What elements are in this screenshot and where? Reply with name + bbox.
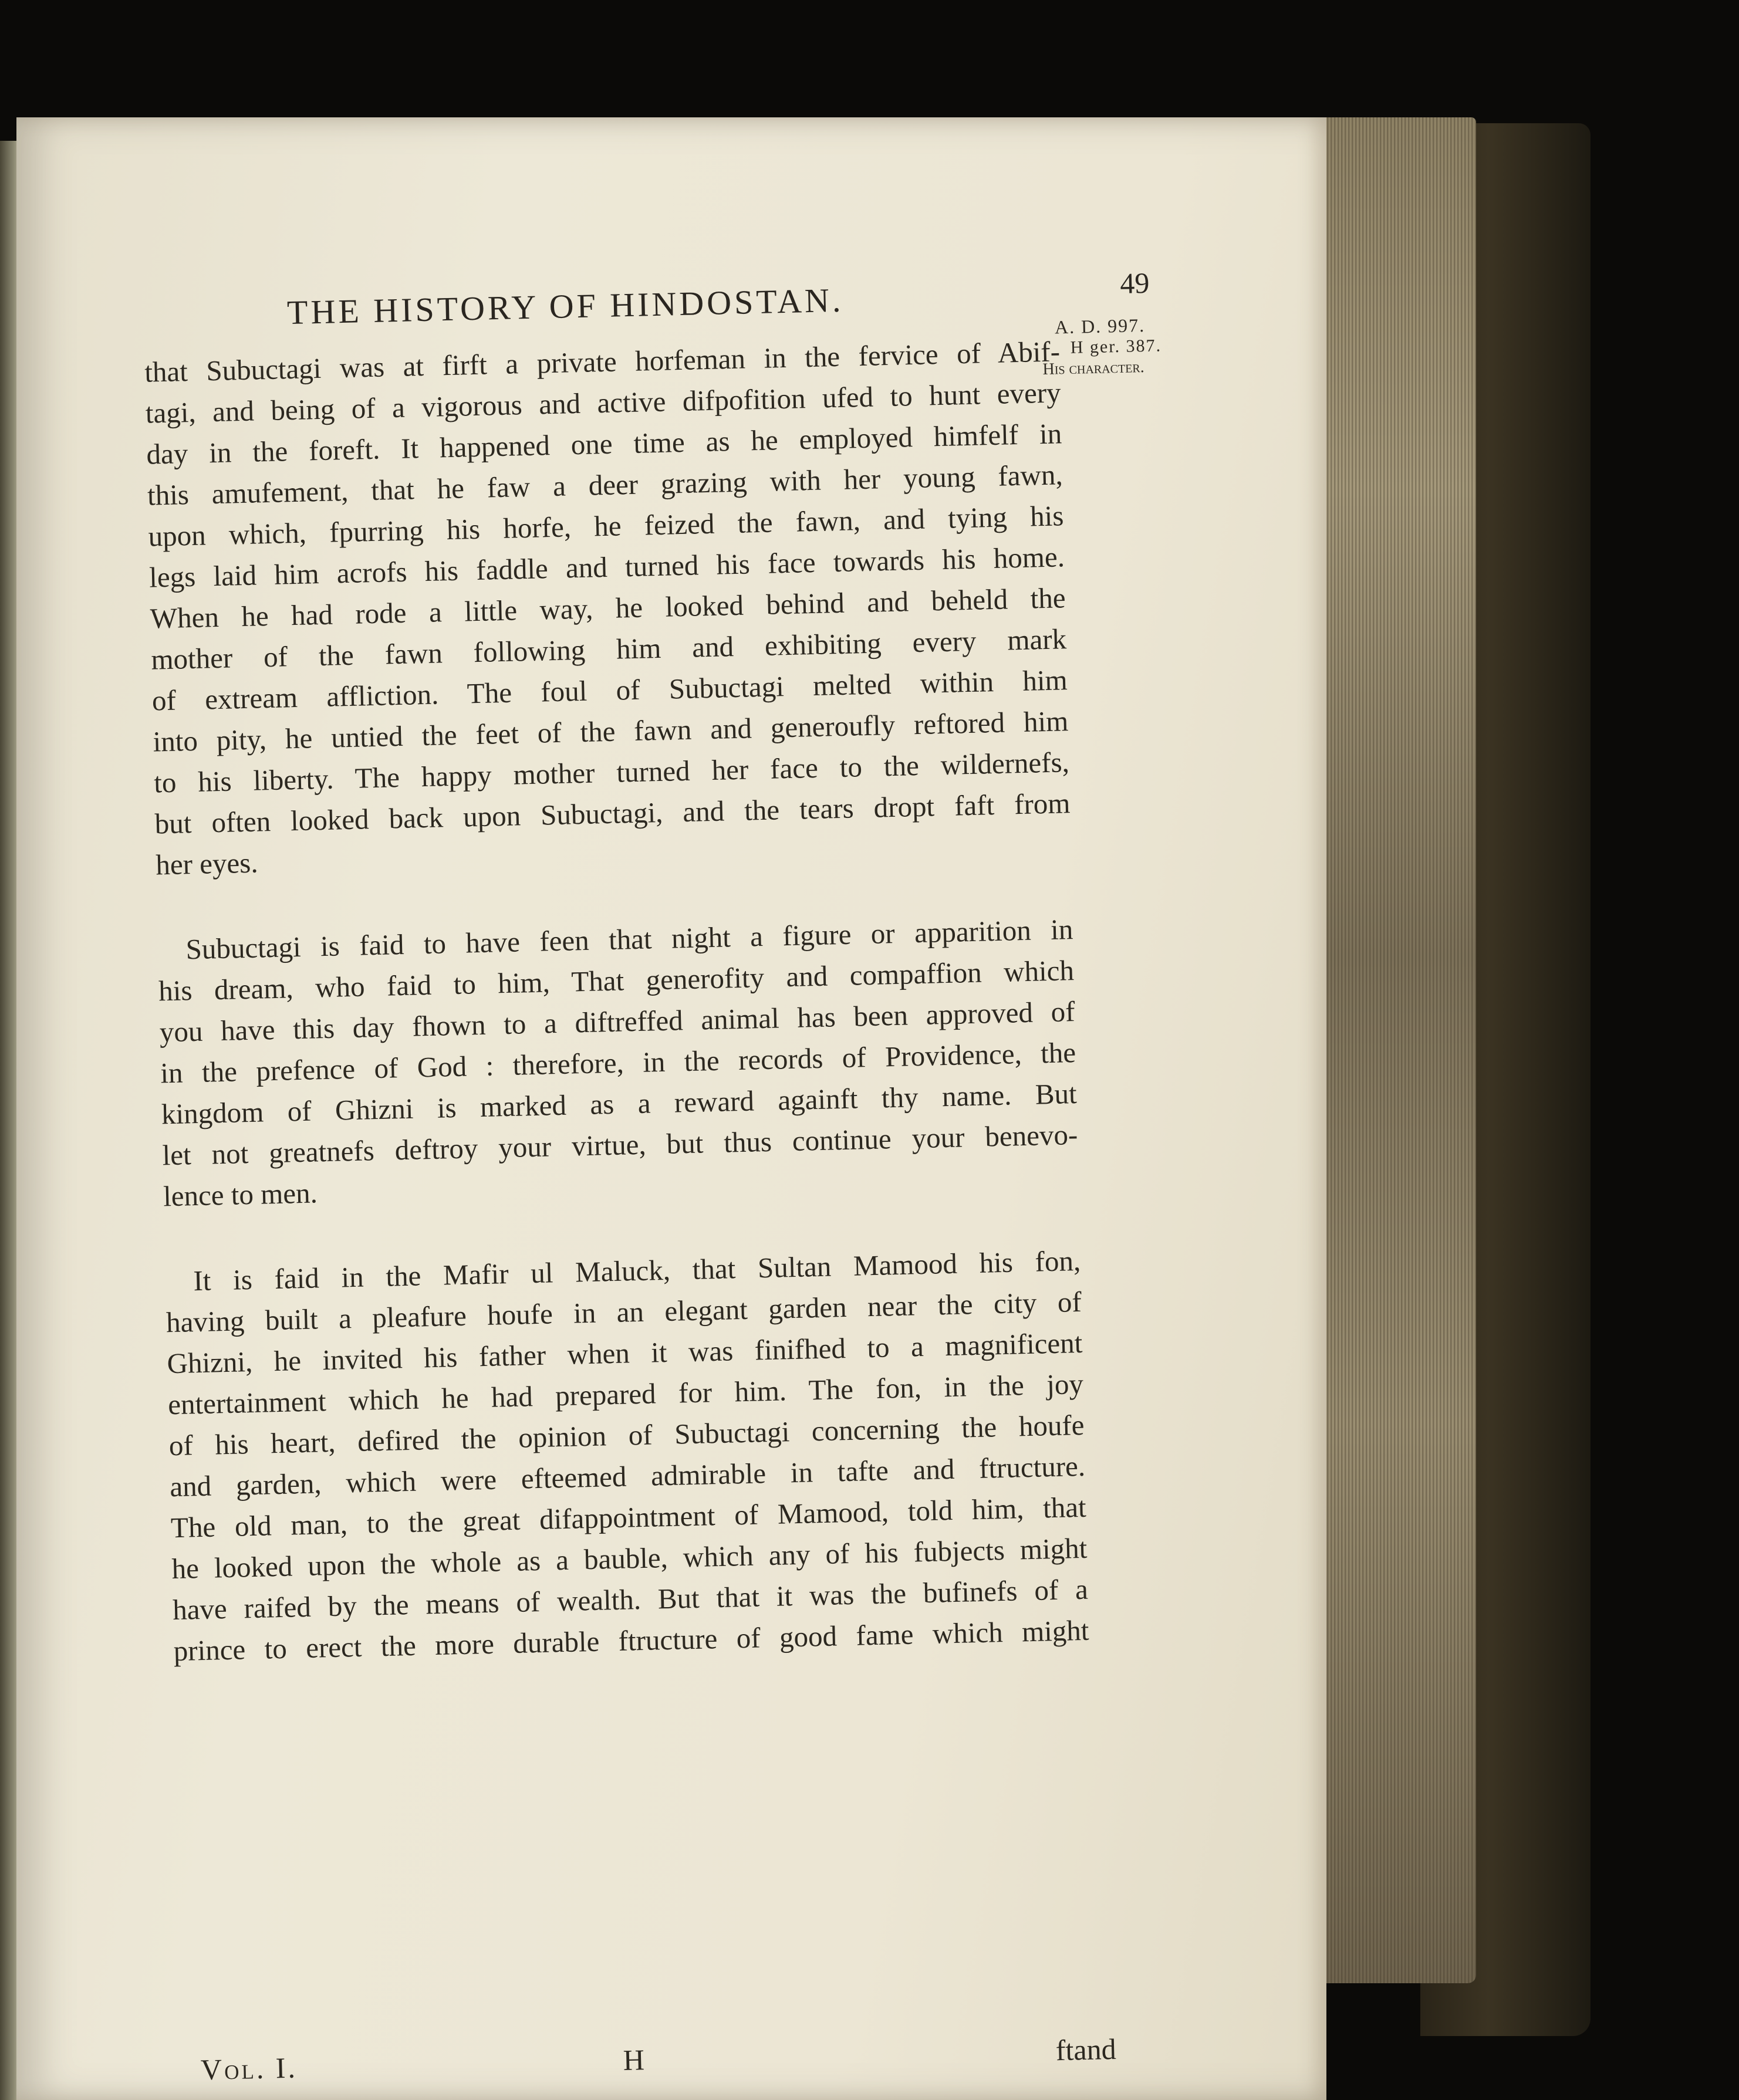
text-line: that Subuctagi was at firft a private horfeman in the fervice of Abif- <box>144 335 1061 388</box>
signature-mark: H <box>623 2043 645 2077</box>
text-line: day in the foreft. It happened one time as he employed himfelf in <box>146 417 1062 471</box>
volume-label: Vol. I. <box>200 2051 298 2087</box>
running-head: THE HISTORY OF HINDOSTAN. <box>286 280 845 332</box>
marginal-heading: His character. <box>1042 358 1145 378</box>
text-line: of extream affliction. The foul of Subuctagi melted within him <box>151 664 1068 717</box>
text-line: have raifed by the means of wealth. But that it was the bufinefs of a <box>172 1573 1089 1626</box>
paragraph-2 <box>157 909 1079 1217</box>
text-line: you have this day fhown to a diftreffed animal has been approved of <box>159 995 1076 1049</box>
text-line: Ghizni, he invited his father when it was finifhed to a magnificent <box>167 1326 1083 1380</box>
text-line: entertainment which he had prepared for him. The fon, in the joy <box>167 1367 1084 1421</box>
catchword: ftand <box>1055 2032 1117 2067</box>
text-line: this amufement, that he faw a deer grazing with her young fawn, <box>147 458 1063 512</box>
text-line: he looked upon the whole as a bauble, which any of his fubjects might <box>171 1531 1088 1585</box>
paragraph-3 <box>165 1240 1089 1672</box>
marginal-note <box>1042 313 1190 380</box>
marginal-year-hijri: H ger. 387. <box>1070 336 1162 357</box>
text-line: kingdom of Ghizni is marked as a reward againft thy name. But <box>161 1077 1078 1131</box>
book-page <box>16 117 1326 2100</box>
text-line: It is faid in the Mafir ul Maluck, that Sultan Mamood his fon, <box>193 1244 1081 1297</box>
text-line: prince to erect the more durable ftructure of good fame which might <box>173 1614 1090 1668</box>
page-number: 49 <box>1119 266 1150 300</box>
text-line: having built a pleafure houfe in an elegant garden near the city of <box>166 1285 1082 1339</box>
text-line: his dream, who faid to him, That generofity and compaffion which <box>158 954 1075 1007</box>
text-line: upon which, fpurring his horfe, he feized the fawn, and tying his <box>148 499 1064 553</box>
body-text <box>144 331 1090 1672</box>
text-line: but often looked back upon Subuctagi, and the tears dropt faft from <box>154 787 1071 840</box>
paragraph-1 <box>144 331 1072 885</box>
text-line: legs laid him acrofs his faddle and turned his face towards his home. <box>148 540 1065 594</box>
page-fore-edge <box>1323 117 1476 1983</box>
text-line: to his liberty. The happy mother turned her face to the wildernefs, <box>153 746 1070 799</box>
text-line: of his heart, defired the opinion of Subuctagi concerning the houfe <box>168 1408 1085 1462</box>
text-line: in the prefence of God : therefore, in the records of Providence, the <box>160 1036 1076 1090</box>
text-line: her eyes. <box>155 846 259 881</box>
marginal-year-ad: A. D. 997. <box>1054 315 1146 338</box>
text-line: into pity, he untied the feet of the fawn and generoufly reftored him <box>152 705 1069 758</box>
text-line: and garden, which were efteemed admirable in tafte and ftructure. <box>169 1449 1086 1503</box>
text-line: The old man, to the great difappointment of Mamood, told him, that <box>170 1490 1087 1544</box>
text-line: mother of the fawn following him and exhibiting every mark <box>150 623 1067 676</box>
text-line: let not greatnefs deftroy your virtue, but thus continue your benevo- <box>161 1118 1078 1172</box>
text-line: tagi, and being of a vigorous and active difpofition ufed to hunt every <box>145 376 1062 430</box>
page-footer <box>200 2032 1116 2088</box>
text-line: When he had rode a little way, he looked behind and beheld the <box>150 581 1066 635</box>
page-content <box>0 103 1350 2100</box>
text-line: lence to men. <box>163 1176 318 1213</box>
text-line: Subuctagi is faid to have feen that night a figure or apparition in <box>185 913 1073 966</box>
